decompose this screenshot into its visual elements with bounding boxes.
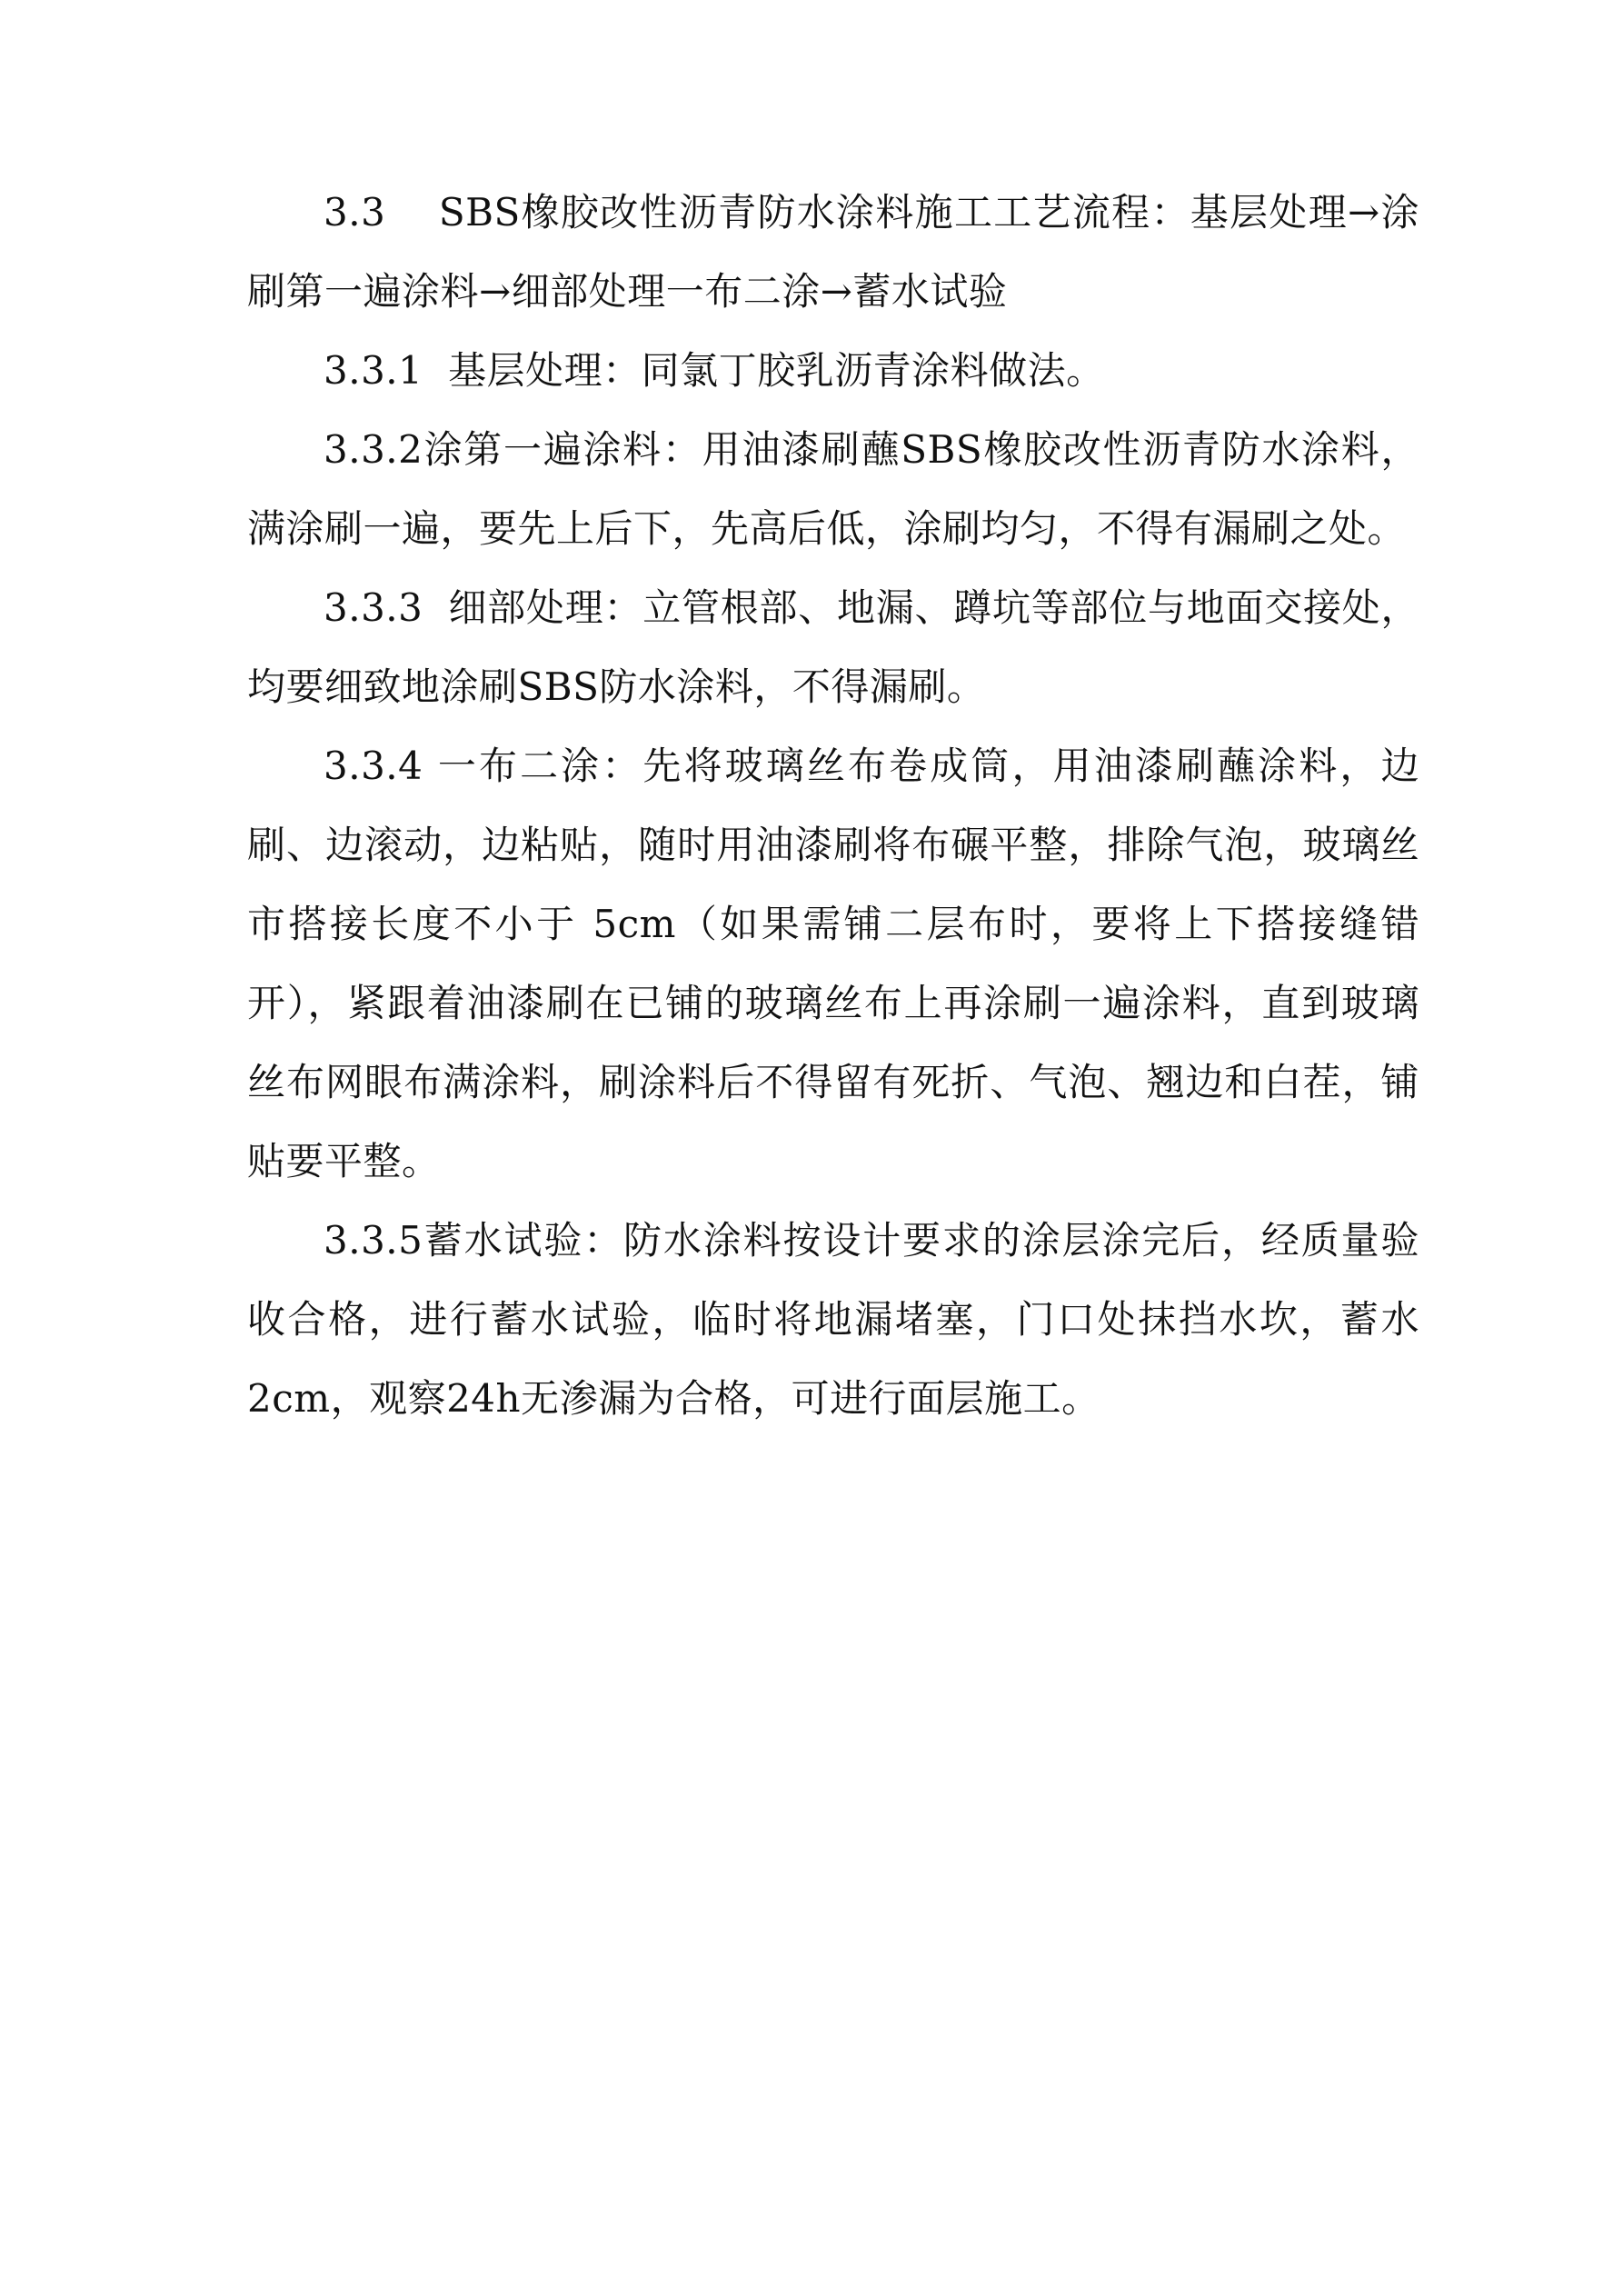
section-3-3-paragraph: 3.3 SBS橡胶改性沥青防水涂料施工工艺流程：基层处理→涂刷第一遍涂料→细部处理一布二涂→蓄水试验 bbox=[247, 190, 1419, 314]
document-body bbox=[247, 173, 1419, 1438]
section-3-3-1-paragraph: 3.3.1 基层处理：同氯丁胶乳沥青涂料做法。 bbox=[324, 348, 1105, 393]
section-3-3-2-paragraph: 3.3.2涂第一遍涂料：用油漆刷蘸SBS橡胶改性沥青防水涂料，满涂刷一遍，要先上后下，先高后低，涂刷均匀，不得有漏刷之处。 bbox=[247, 427, 1419, 551]
section-3-3-5-paragraph: 3.3.5蓄水试验：防水涂料按设计要求的涂层涂完后，经质量验收合格，进行蓄水试验，临时将地漏堵塞，门口处抹挡水坎，蓄水2cm，观察24h无渗漏为合格，可进行面层施工。 bbox=[247, 1218, 1419, 1421]
section-3-3-4-paragraph: 3.3.4 一布二涂：先将玻璃丝布卷成筒，用油漆刷蘸涂料，边刷、边滚动，边粘贴，随时用油漆刷将布碾平整，排除气泡，玻璃丝市搭接长度不小于 5cm（如果需铺二层布时，要将上下搭接缝错开），紧跟着油漆刷在已铺的玻璃丝布上再涂刷一遍涂料，直到玻璃丝布网眼布满涂料，刷涂料后不得留有死折、气泡、翘边和白茬，铺贴要平整。 bbox=[247, 744, 1419, 1183]
section-3-3-3-paragraph: 3.3.3 细部处理：立管根部、地漏、蹲坑等部位与地面交接处，均要细致地涂刷SBS防水涂料，不得漏刷。 bbox=[247, 585, 1419, 709]
